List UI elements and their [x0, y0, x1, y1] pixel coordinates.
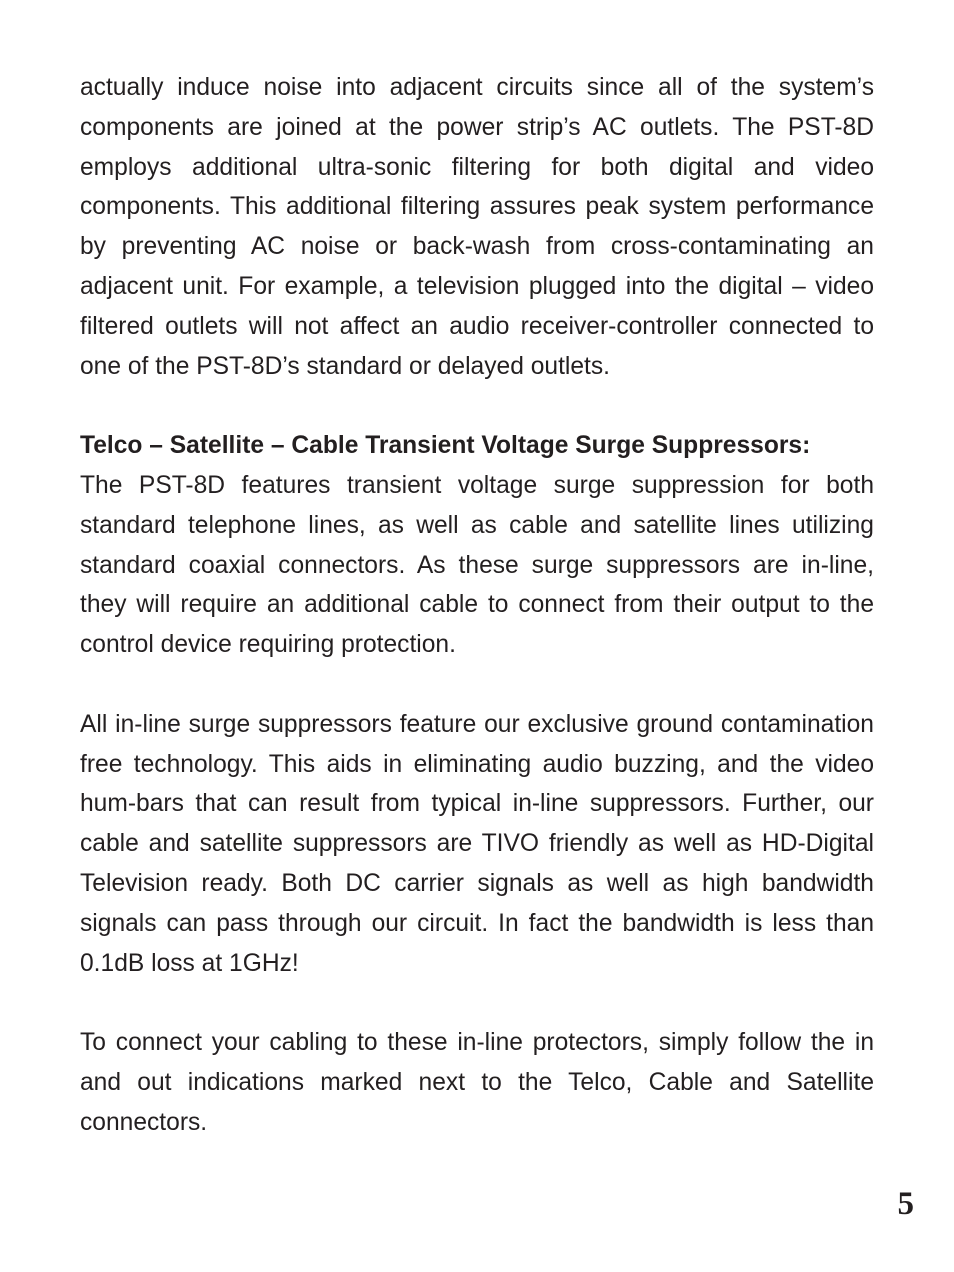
paragraph-noise-filtering: actually induce noise into adjacent circuits since all of the system’s components are joined at the power strip’s AC outlets. The PST-8D employs additional ultra-sonic filtering for both digital and video components. This additional filtering assures peak system performance by preventing AC noise or back-wash from cross-contaminating an adjacent unit. For example, a television plugged into the digital – video filtered outlets will not affect an audio receiver-controller connected to one of the PST-8D’s standard or delayed outlets. — [80, 74, 874, 380]
page-number: 5 — [897, 1186, 914, 1222]
paragraph-ground-contamination: All in-line surge suppressors feature our exclusive ground contamination free technology. This aids in eliminating audio buzzing, and the video hum-bars that can result from typical in-line suppressors. Further, our cable and satellite suppressors are TIVO friendly as well as HD-Digital Television ready. Both DC carrier signals as well as high bandwidth signals can pass through our circuit. In fact the bandwidth is less than 0.1dB loss at 1GHz! — [80, 710, 874, 977]
section-heading: Telco – Satellite – Cable Transient Voltage Surge Suppressors: — [80, 432, 811, 460]
paragraph-connection-instructions: To connect your cabling to these in-line protectors, simply follow the in and out indications marked next to the Telco, Cable and Satellite connectors. — [80, 1029, 874, 1136]
document-page — [80, 68, 874, 1143]
paragraph-surge-suppression: The PST-8D features transient voltage surge suppression for both standard telephone lines, as well as cable and satellite lines utilizing standard coaxial connectors. As these surge suppressors are in-line, they will require an additional cable to connect from their output to the control device requiring protection. — [80, 471, 874, 659]
section-surge-suppressors — [80, 426, 874, 665]
